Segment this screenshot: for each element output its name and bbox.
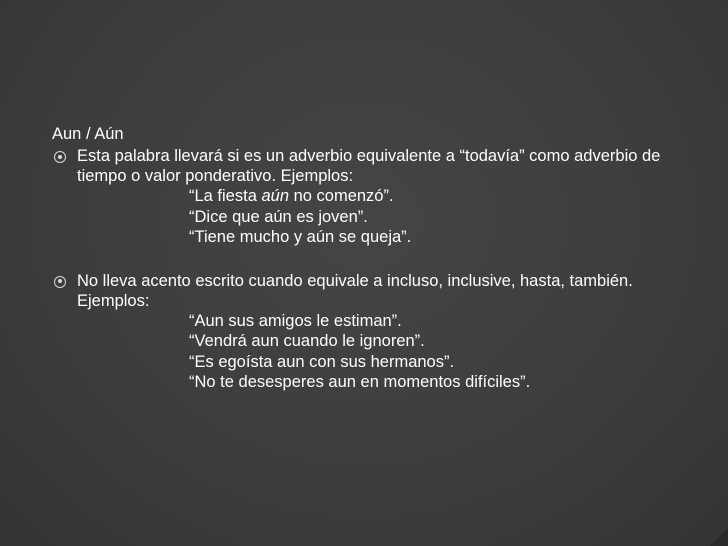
slide-heading: Aun / Aún [52, 125, 124, 143]
spacer [52, 248, 692, 271]
example-item: “Es egoísta aun con sus hermanos”. [189, 352, 455, 371]
bullet-item-2 [52, 271, 692, 311]
example-item: “La fiesta aún no comenzó”. [189, 187, 394, 205]
examples-list-2 [52, 311, 692, 393]
slide-content [52, 124, 692, 393]
bullet-text: Esta palabra llevará si es un adverbio equivalente a “todavía” como adverbio de tiempo o valor ponderativo. Ejemplos: [77, 147, 661, 185]
example-item: “Vendrá aun cuando le ignoren”. [189, 332, 425, 350]
slide-corner-decoration [710, 528, 728, 546]
examples-list-1 [52, 186, 692, 248]
bullet-circle-icon [54, 151, 66, 163]
bullet-text: No lleva acento escrito cuando equivale a incluso, inclusive, hasta, también. Ejemplos: [77, 271, 633, 310]
emphasis-text: aún [261, 187, 289, 205]
example-item: “Dice que aún es joven”. [189, 207, 368, 226]
example-item: “Tiene mucho y aún se queja”. [189, 228, 412, 246]
example-item: “No te desesperes aun en momentos difíciles”. [189, 373, 531, 391]
example-item: “Aun sus amigos le estiman”. [189, 311, 402, 330]
bullet-circle-icon [54, 276, 66, 288]
bullet-item-1 [52, 146, 692, 186]
